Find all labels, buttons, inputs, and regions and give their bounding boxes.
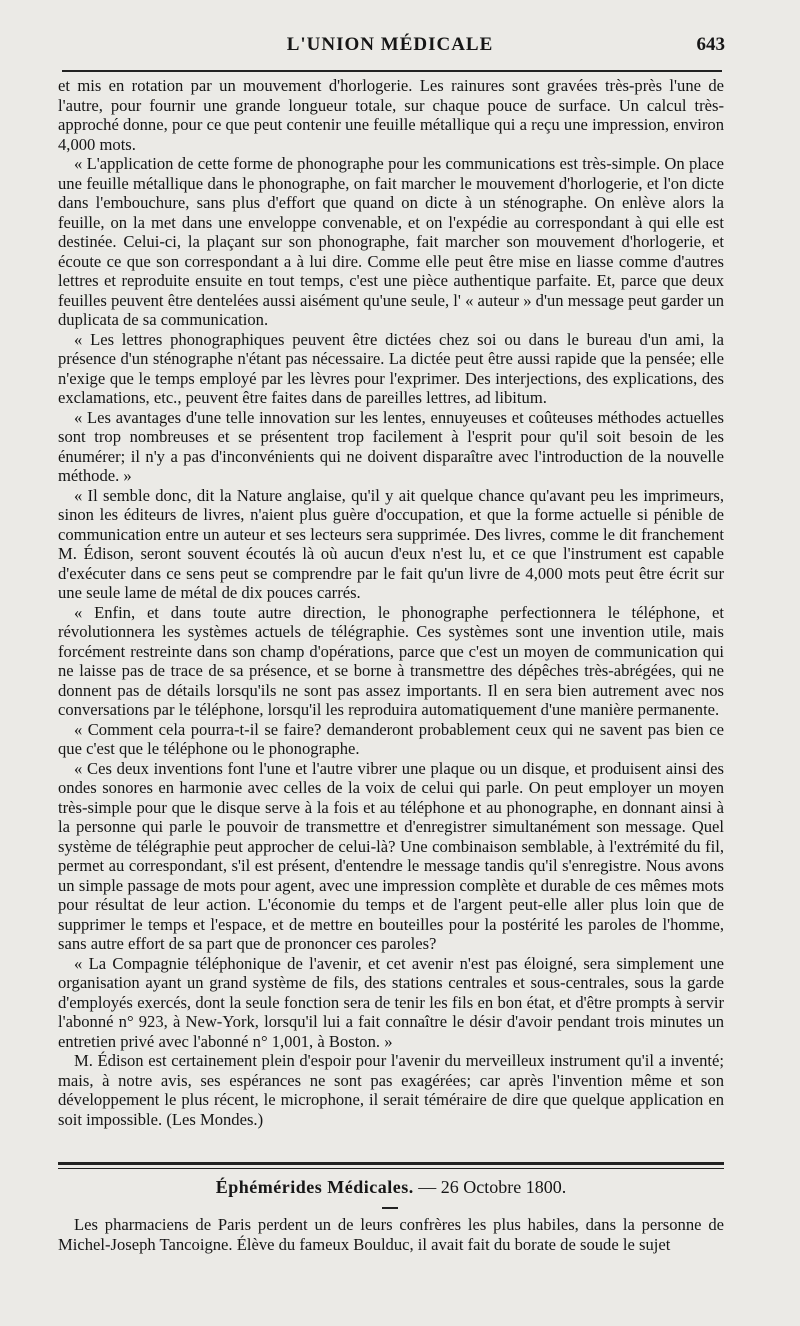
article-paragraph: M. Édison est certainement plein d'espoir pour l'avenir du merveilleux instrument qu'il a inventé; mais, à notre avis, ses espérances ne sont pas exagérées; car après l'invention même et son développement le plus récent, le microphone, il serait téméraire de dire que quelque application en soit impossible. (Les Mondes.) [58,1051,724,1129]
header-rule [62,70,722,72]
article-paragraph: « Les avantages d'une telle innovation sur les lentes, ennuyeuses et coûteuses méthodes actuelles sont trop nombreuses et se présentent trop facilement à l'esprit pour qu'il soit besoin de les énumérer; il n'y a pas d'inconvénients qui ne doivent disparaître avec l'introduction de la nouvelle méthode. » [58,407,724,485]
article-paragraph: et mis en rotation par un mouvement d'horlogerie. Les rainures sont gravées très-près l'une de l'autre, pour fournir une grande longueur totale, sur chaque pouce de surface. Un calcul très-approché donne, pour ce que peut contenir une feuille métallique qui a reçu une impression, environ 4,000 mots. [58,76,724,154]
article-paragraph: « Enfin, et dans toute autre direction, le phonographe perfectionnera le téléphone, et révolutionnera les systèmes actuels de télégraphie. Ces systèmes sont une invention utile, mais forcément restreinte dans son champ d'opérations, parce que c'est un moyen de communication qui ne laisse pas de trace de sa présence, et se borne à transmettre des dépêches très-abrégées, qui ne donnent pas de détails lorsqu'ils ne sont pas assez importants. Il en sera bien autrement avec nos conversations par le téléphone, lorsqu'il les reproduira automatiquement d'une manière permanente. [58,602,724,719]
running-title: L'UNION MÉDICALE [286,34,494,55]
article-paragraph: « Les lettres phonographiques peuvent être dictées chez soi ou dans le bureau d'un ami, la présence d'un sténographe n'étant pas nécessaire. La dictée peut être aussi rapide que la pensée; elle n'exige que le temps employé par les lèvres pour l'exprimer. Des interjections, des explications, des exclamations, etc., peuvent être faites dans de pareilles lettres, ad libitum. [58,329,724,407]
short-rule [382,1207,398,1209]
section-paragraph: Les pharmaciens de Paris perdent un de leurs confrères les plus habiles, dans la personne de Michel-Joseph Tancoigne. Élève du fameux Boulduc, il avait fait du borate de soude le sujet [58,1215,724,1254]
article-paragraph: « La Compagnie téléphonique de l'avenir, et cet avenir n'est pas éloigné, sera simplement une organisation ayant un grand système de fils, des stations centrales et sous-centrales, sous la garde d'employés exercés, dont la seule fonction sera de tenir les fils en bon état, et d'être prompts à servir l'abonné n° 923, à New-York, lorsqu'il lui a fait connaître le désir d'avoir pendant trois minutes un entretien privé avec l'abonné n° 1,001, à Boston. » [58,953,724,1051]
article-paragraph: « Il semble donc, dit la Nature anglaise, qu'il y ait quelque chance qu'avant peu les imprimeurs, sinon les éditeurs de livres, n'aient plus guère d'occupation, et que la forme actuelle si pénible de communication entre un auteur et ses lecteurs sera supprimée. Des livres, comme le dit franchement M. Édison, seront souvent écoutés là où aucun d'eux n'est lu, et ce que l'instrument est capable d'exécuter dans ce sens peut se comprendre par le fait qu'un livre de 4,000 mots peut être écrit sur une seule lame de métal de dix pouces carrés. [58,485,724,602]
section-date: — 26 Octobre 1800. [418,1177,567,1197]
article-body [58,76,724,1129]
section-body [58,1215,724,1255]
section-heading [58,1177,724,1198]
section-title: Éphémérides Médicales. [215,1177,414,1197]
page-header [55,30,725,62]
article-paragraph: « Ces deux inventions font l'une et l'autre vibrer une plaque ou un disque, et produisent ainsi des ondes sonores en harmonie avec celles de la voix de celui qui parle. On peut employer un moyen très-simple pour que le disque serve à la fois et au téléphone et au phonographe, en donnant ainsi à la personne qui parle le pouvoir de transmettre et d'enregistrer simultanément son message. Quel système de télégraphie peut approcher de celui-là? Une combinaison semblable, à l'extrémité du fil, permet au correspondant, s'il est présent, d'entendre le message tandis qu'il s'enregistre. Nous avons un simple passage de mots pour agent, avec une impression complète et durable de ces mêmes mots pour résultat de leur action. L'économie du temps et de l'argent peut-elle aller plus loin que de supprimer le temps et l'espace, et de mettre en bouteilles pour la postérité les paroles de l'homme, sans autre effort de sa part que de prononcer ces paroles? [58,758,724,953]
article-paragraph: « Comment cela pourra-t-il se faire? demanderont probablement ceux qui ne savent pas bien ce que c'est que le téléphone ou le phonographe. [58,719,724,758]
article-paragraph: « L'application de cette forme de phonographe pour les communications est très-simple. On place une feuille métallique dans le phonographe, on fait marcher le mouvement d'horlogerie, et l'on dicte dans l'embouchure, sans plus d'effort que quand on dicte à un sténographe. On enlève alors la feuille, on la met dans une enveloppe convenable, et on l'expédie au correspondant à qui elle est destinée. Celui-ci, la plaçant sur son phonographe, fait marcher son mouvement d'horlogerie, et écoute ce que son correspondant a à lui dire. Comme elle peut être mise en liasse comme d'autres lettres et reproduite ensuite en tout temps, c'est une pièce authentique parfaite. Et, parce que deux feuilles peuvent être dentelées aussi aisément qu'une seule, l' « auteur » d'un message peut garder un duplicata de sa communication. [58,154,724,329]
section-divider [58,1162,724,1169]
page-number: 643 [696,34,725,55]
